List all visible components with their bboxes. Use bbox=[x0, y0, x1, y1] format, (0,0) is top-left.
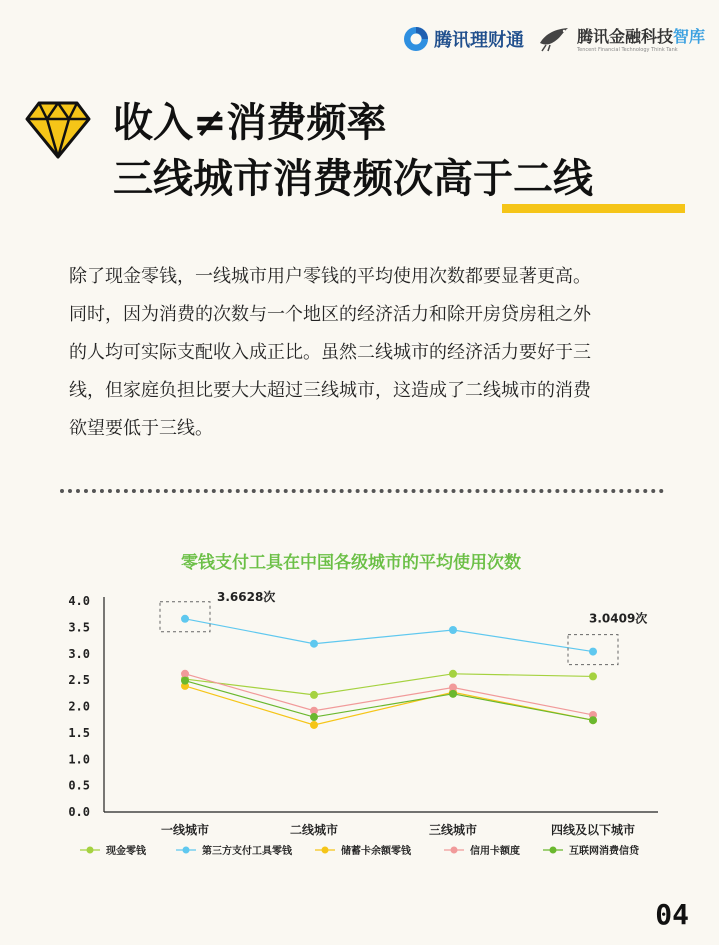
title-line2: 三线城市消费频次高于二线 bbox=[113, 156, 593, 202]
diamond-icon bbox=[25, 99, 91, 161]
legend-label: 储蓄卡余额零钱 bbox=[341, 846, 411, 857]
body-paragraph bbox=[69, 258, 669, 448]
legend-label: 互联网消费信贷 bbox=[569, 846, 639, 857]
page-number: 04 bbox=[655, 898, 689, 931]
paragraph-line: 的人均可实际支配收入成正比。虽然二线城市的经济活力要好于三 bbox=[69, 342, 591, 363]
data-point bbox=[181, 670, 189, 678]
legend-label: 信用卡额度 bbox=[470, 846, 520, 857]
legend-label: 现金零钱 bbox=[106, 846, 146, 857]
x-tick-label: 二线城市 bbox=[289, 823, 339, 837]
data-point bbox=[310, 691, 318, 699]
logo-fintech bbox=[538, 24, 705, 53]
y-tick-label: 3.0 bbox=[68, 646, 90, 661]
dotted-divider bbox=[60, 489, 664, 493]
y-tick-label: 1.5 bbox=[68, 725, 90, 740]
licaitong-icon bbox=[403, 26, 429, 52]
y-tick-label: 1.0 bbox=[68, 752, 90, 767]
y-tick-label: 3.5 bbox=[68, 620, 90, 635]
y-tick-label: 2.0 bbox=[68, 699, 90, 714]
series-line bbox=[185, 619, 593, 652]
data-point bbox=[181, 677, 189, 685]
legend-marker bbox=[550, 847, 557, 854]
legend-label: 第三方支付工具零钱 bbox=[202, 846, 292, 857]
title-underline bbox=[502, 204, 685, 213]
legend-marker bbox=[87, 847, 94, 854]
logo2-main: 腾讯金融科技 bbox=[576, 27, 673, 46]
paragraph-line: 同时，因为消费的次数与一个地区的经济活力和除开房贷房租之外 bbox=[69, 304, 591, 325]
x-tick-label: 四线及以下城市 bbox=[550, 823, 636, 837]
data-point bbox=[181, 615, 189, 623]
data-point bbox=[310, 721, 318, 729]
paragraph-line: 除了现金零钱，一线城市用户零钱的平均使用次数都要显著更高。 bbox=[69, 266, 591, 287]
data-point bbox=[589, 672, 597, 680]
chart-title: 零钱支付工具在中国各级城市的平均使用次数 bbox=[181, 553, 521, 573]
logo2-sub: Tencent Financial Technology Think Tank bbox=[576, 47, 678, 53]
data-point bbox=[310, 713, 318, 721]
legend-marker bbox=[322, 847, 329, 854]
y-tick-label: 0.0 bbox=[68, 805, 90, 819]
logo-licaitong bbox=[403, 26, 524, 52]
x-tick-label: 一线城市 bbox=[160, 823, 210, 837]
data-point bbox=[589, 648, 597, 656]
line-chart bbox=[0, 540, 719, 870]
header-logos bbox=[403, 24, 705, 53]
title-line1: 收入≠消费频率 bbox=[113, 100, 387, 146]
data-point bbox=[589, 716, 597, 724]
y-tick-label: 0.5 bbox=[68, 778, 90, 793]
legend-marker bbox=[451, 847, 458, 854]
data-point bbox=[310, 640, 318, 648]
page-title bbox=[113, 95, 593, 207]
y-tick-label: 4.0 bbox=[68, 594, 90, 608]
logo1-text: 腾讯理财通 bbox=[433, 29, 524, 51]
y-tick-label: 2.5 bbox=[68, 673, 90, 688]
data-point bbox=[449, 690, 457, 698]
data-point bbox=[449, 670, 457, 678]
annotation-label: 3.0409次 bbox=[589, 611, 648, 626]
annotation-label: 3.6628次 bbox=[217, 589, 276, 604]
bird-icon bbox=[538, 25, 572, 53]
x-tick-label: 三线城市 bbox=[428, 823, 478, 837]
legend-marker bbox=[183, 847, 190, 854]
paragraph-line: 线，但家庭负担比要大大超过三线城市，这造成了二线城市的消费 bbox=[69, 380, 591, 401]
paragraph-line: 欲望要低于三线。 bbox=[69, 418, 213, 439]
data-point bbox=[449, 626, 457, 634]
logo2-accent: 智库 bbox=[672, 27, 705, 46]
